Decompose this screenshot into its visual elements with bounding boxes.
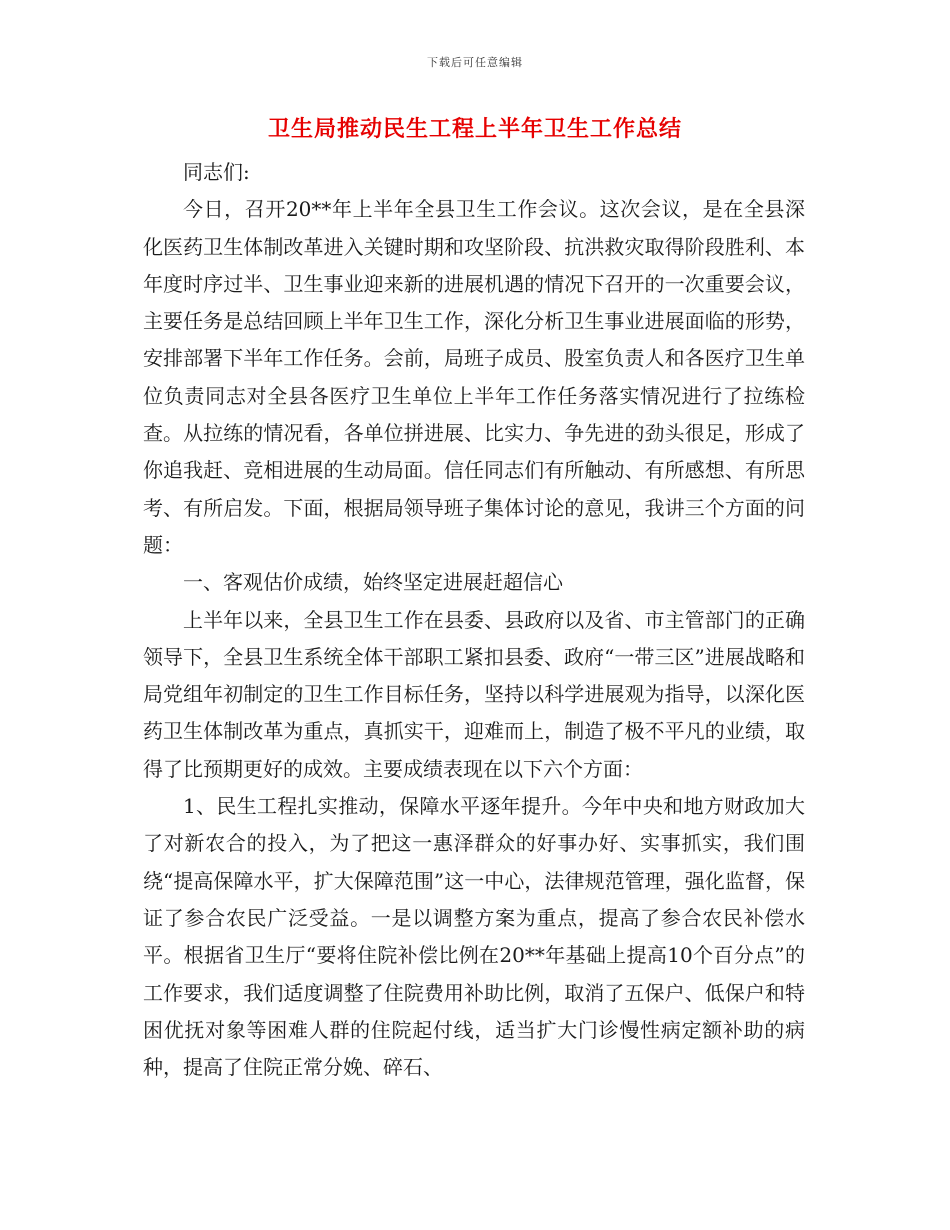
header-note: 下载后可任意编辑	[427, 56, 523, 69]
body-paragraph: 1、民生工程扎实推动，保障水平逐年提升。今年中央和地方财政加大了对新农合的投入，为了把这一惠泽群众的好事办好、实事抓实，我们围绕“提高保障水平，扩大保障范围”这一中心，法律规范管理，强化监督，保证了参合农民广泛受益。一是以调整方案为重点，提高了参合农民补偿水平。根据省卫生厅“要将住院补偿比例在20**年基础上提高10个百分点”的工作要求，我们适度调整了住院费用补助比例，取消了五保户、低保户和特困优抚对象等困难人群的住院起付线，适当扩大门诊慢性病定额补助的病种，提高了住院正常分娩、碎石、	[143, 794, 805, 1080]
body-paragraph: 上半年以来，全县卫生工作在县委、县政府以及省、市主管部门的正确领导下，全县卫生系统全体干部职工紧扣县委、政府“一带三区”进展战略和局党组年初制定的卫生工作目标任务，坚持以科学进展观为指导，以深化医药卫生体制改革为重点，真抓实干，迎难而上，制造了极不平凡的业绩，取得了比预期更好的成效。主要成绩表现在以下六个方面：	[143, 607, 805, 781]
body-paragraph: 今日，召开20**年上半年全县卫生工作会议。这次会议，是在全县深化医药卫生体制改革进入关键时期和攻坚阶段、抗洪救灾取得阶段胜利、本年度时序过半、卫生事业迎来新的进展机遇的情况下召开的一次重要会议，主要任务是总结回顾上半年卫生工作，深化分析卫生事业进展面临的形势，安排部署下半年工作任务。会前，局班子成员、股室负责人和各医疗卫生单位负责同志对全县各医疗卫生单位上半年工作任务落实情况进行了拉练检查。从拉练的情况看，各单位拼进展、比实力、争先进的劲头很足，形成了你追我赶、竞相进展的生动局面。信任同志们有所触动、有所感想、有所思考、有所启发。下面，根据局领导班子集体讨论的意见，我讲三个方面的问题：	[143, 197, 805, 557]
section-heading: 一、客观估价成绩，始终坚定进展赶超信心	[183, 570, 563, 595]
document-body	[143, 154, 805, 1086]
salutation-paragraph: 同志们:	[183, 160, 250, 184]
document-title: 卫生局推动民生工程上半年卫生工作总结	[267, 116, 682, 142]
